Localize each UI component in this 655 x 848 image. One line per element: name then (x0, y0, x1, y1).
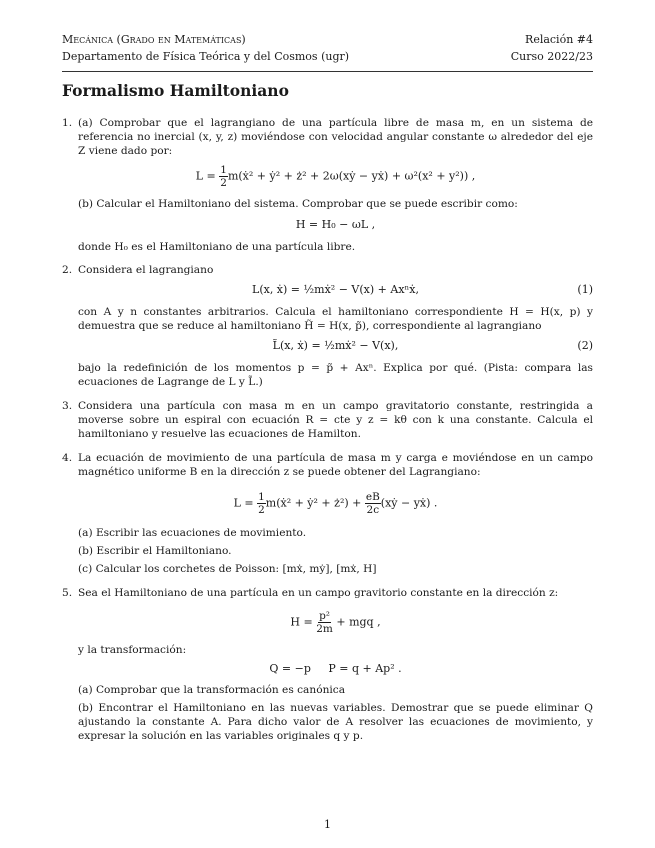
equation-2: L̃(x, ẋ) = ½mẋ² − V(x), (2) (272, 339, 593, 352)
problem-1b-text: (b) Calcular el Hamiltoniano del sistema. Comprobar que se puede escribir como: (78, 198, 518, 210)
problem-2-text: con A y n constantes arbitrarios. Calcula el hamiltoniano correspondiente H = H(x, p) y demuestra que se reduce al hamiltoniano H̃ = H(x, p̃), correspondiente al lagrangiano (78, 306, 593, 332)
problem-number: 2. (62, 264, 73, 276)
problem-2-intro: Considera el lagrangiano (78, 264, 214, 276)
problem-number: 1. (62, 117, 73, 129)
sheet-number: Relación #4 (525, 33, 593, 46)
problem-2 (62, 263, 593, 389)
problem-5 (62, 586, 593, 743)
problem-list (62, 116, 593, 743)
problem-5a: (a) Comprobar que la transformación es canónica (78, 684, 346, 696)
problem-3 (62, 399, 593, 441)
equation-tag: (2) (577, 339, 593, 352)
problem-number: 5. (62, 587, 73, 599)
problem-4c: (c) Calcular los corchetes de Poisson: [mẋ, mẏ], [mẋ, H] (78, 563, 377, 575)
problem-number: 3. (62, 400, 73, 412)
problem-5b: (b) Encontrar el Hamiltoniano en las nuevas variables. Demostrar que se puede eliminar Q ajustando la constante A. Para dicho valor de A resolver las ecuaciones de movimiento, y expresar la solución en las variables originales q y p. (78, 702, 593, 742)
equation-transformation: Q = −p P = q + Ap² . (269, 662, 402, 675)
problem-4 (62, 451, 593, 576)
problem-1 (62, 116, 593, 254)
equation-tag: (1) (577, 283, 593, 296)
problem-1a-text: (a) Comprobar que el lagrangiano de una partícula libre de masa m, en un sistema de referencia no inercial (x, y, z) moviéndose con velocidad angular constante ω alrededor del eje Z viene dado por: (78, 117, 593, 157)
problem-5-text: Sea el Hamiltoniano de una partícula en un campo gravitorio constante en la dirección z: (78, 587, 559, 599)
equation-hamiltonian: H = H₀ − ωL , (295, 218, 376, 231)
problem-4a: (a) Escribir las ecuaciones de movimiento. (78, 527, 307, 539)
header-rule (62, 71, 593, 72)
problem-1-note: donde H₀ es el Hamiltoniano de una partícula libre. (78, 241, 356, 253)
problem-4b: (b) Escribir el Hamiltoniano. (78, 545, 232, 557)
problem-5-transform-intro: y la transformación: (78, 644, 187, 656)
academic-year: Curso 2022/23 (510, 50, 593, 63)
problem-2-hint: bajo la redefinición de los momentos p = p̃ + Axⁿ. Explica por qué. (Pista: compara las ecuaciones de Lagrange de L y L̃.) (78, 362, 593, 388)
page-header (62, 31, 593, 65)
problem-4-text: La ecuación de movimiento de una partícula de masa m y carga e moviéndose en un campo magnético uniforme B en la dirección z se puede obtener del Lagrangiano: (78, 452, 593, 478)
course-name: Mecánica (Grado en Matemáticas) (62, 33, 246, 46)
equation-1: L(x, ẋ) = ½mẋ² − V(x) + Axⁿẋ, (1) (252, 283, 593, 296)
equation-lagrangian-noninertial: L = $\frac{1}{2}$ m(ẋ² + ẏ² + ż² + 2ω(xẏ − yẋ) + ω²(x² + y²)) , (195, 164, 476, 189)
page-title: Formalismo Hamiltoniano (62, 81, 289, 100)
equation-hamiltonian-gravity: H = $\frac{\text{p²}}{2m}$ + mgq , (290, 610, 381, 635)
equation-lagrangian-magnetic: L = $\frac{1}{2}$ m(ẋ² + ẏ² + ż²) + $\frac{eB}{2c}$ (xẏ − yẋ) . (233, 491, 438, 516)
page-number: 1 (324, 818, 331, 831)
problem-3-text: Considera una partícula con masa m en un campo gravitatorio constante, restringida a moverse sobre un espiral con ecuación R = cte y z = kθ con k una constante. Calcula el hamiltoniano y resuelve las ecuaciones de Hamilton. (78, 400, 593, 440)
problem-number: 4. (62, 452, 73, 464)
department-name: Departamento de Física Teórica y del Cosmos (ugr) (62, 50, 350, 63)
